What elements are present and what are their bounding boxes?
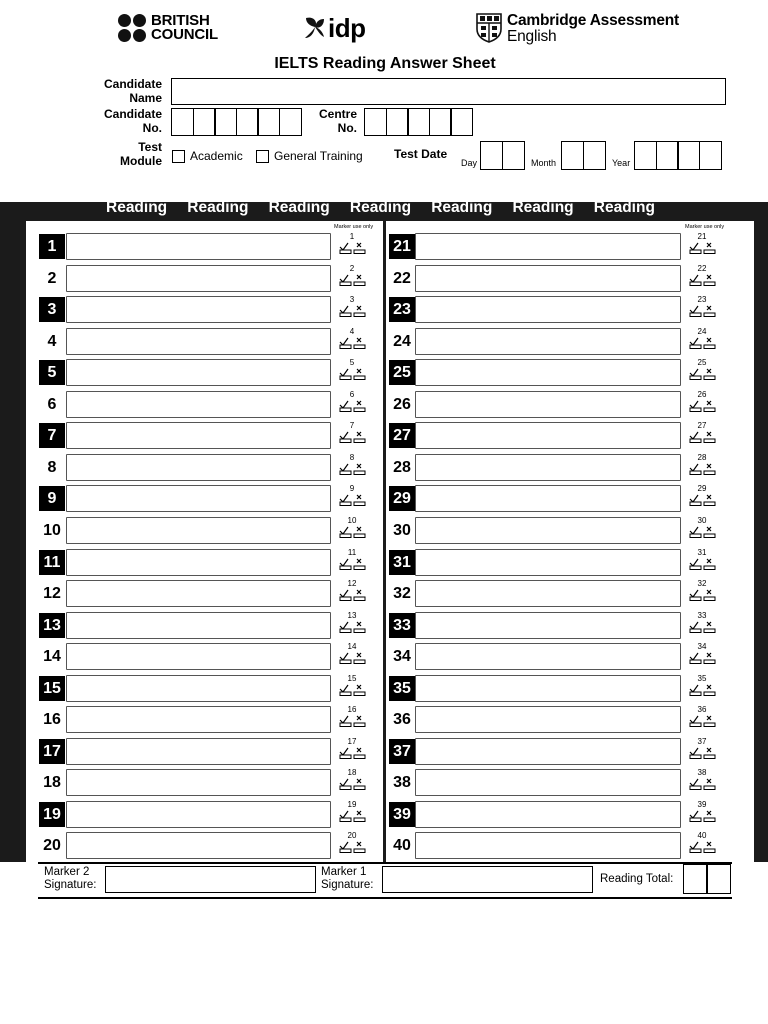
question-number: 8 [47, 458, 57, 476]
answer-field[interactable] [415, 675, 681, 702]
marker-tick-cross[interactable] [337, 421, 367, 449]
marker-tick-cross[interactable] [687, 831, 717, 859]
question-number: 29 [389, 486, 415, 511]
answer-field[interactable] [66, 549, 331, 576]
question-number: 18 [43, 774, 61, 792]
cambridge-line2: English [507, 28, 557, 45]
reading-header-word: Reading [349, 199, 412, 216]
year-digit[interactable] [677, 141, 700, 170]
answer-field[interactable] [66, 422, 331, 449]
question-number: 3 [39, 297, 65, 322]
general-training-label: General Training [274, 149, 363, 163]
marker-tick-cross[interactable] [337, 579, 367, 607]
day-digit[interactable] [480, 141, 503, 170]
marker-tick-cross[interactable] [687, 705, 717, 733]
answer-field[interactable] [66, 454, 331, 481]
day-label: Day [461, 158, 478, 168]
british-council-dots-icon [118, 14, 146, 42]
reading-header-word: Reading [431, 199, 493, 216]
answer-field[interactable] [66, 675, 331, 702]
question-number: 38 [393, 774, 411, 792]
marker-question-number: 21 [697, 232, 707, 241]
marker-tick-cross[interactable] [687, 611, 717, 639]
marker-question-number: 29 [697, 484, 707, 494]
marker-tick-cross[interactable] [687, 232, 717, 260]
centre-no-digit[interactable] [450, 108, 473, 136]
reading-total-digit[interactable] [706, 864, 731, 894]
marker-tick-cross[interactable] [687, 358, 717, 386]
centre-no-field[interactable] [364, 108, 472, 135]
reading-header-word: Reading [187, 199, 249, 216]
footer-bottom-rule [38, 897, 732, 899]
answer-field[interactable] [66, 643, 331, 670]
academic-option[interactable] [172, 149, 243, 163]
marker-use-only-label-right: Marker use only [685, 224, 725, 230]
reading-total-label: Reading Total: [600, 873, 674, 885]
marker-tick-cross[interactable] [687, 674, 717, 702]
question-number: 12 [43, 585, 61, 603]
marker-question-number: 25 [697, 358, 707, 368]
marker-question-number: 2 [349, 263, 355, 273]
question-number: 15 [39, 676, 65, 701]
academic-label: Academic [190, 149, 243, 163]
marker-tick-cross[interactable] [337, 232, 367, 260]
question-number: 31 [389, 550, 415, 575]
centre-no-digit[interactable] [407, 108, 430, 136]
answer-field[interactable] [66, 485, 331, 512]
candidate-no-digit[interactable] [279, 108, 302, 136]
answer-field[interactable] [415, 769, 681, 796]
candidate-no-field[interactable] [171, 108, 300, 135]
marker-question-number: 14 [347, 642, 357, 652]
question-number: 16 [43, 711, 61, 729]
question-number: 20 [43, 837, 61, 855]
marker-question-number: 27 [697, 421, 707, 431]
candidate-no-digit[interactable] [171, 108, 194, 136]
marker-use-only-label-left: Marker use only [334, 224, 374, 230]
marker-tick-cross[interactable] [687, 390, 717, 418]
marker-tick-cross[interactable] [337, 358, 367, 386]
answer-field[interactable] [66, 801, 331, 828]
question-number: 4 [47, 332, 57, 350]
marker-tick-cross[interactable] [687, 453, 717, 481]
marker-question-number: 18 [347, 768, 357, 778]
reading-header-word: Reading [106, 199, 168, 216]
cambridge-logo [476, 13, 679, 45]
month-label: Month [531, 158, 557, 168]
marker-tick-cross[interactable] [337, 737, 367, 765]
idp-leaf-icon [304, 16, 326, 40]
marker-question-number: 20 [347, 831, 357, 841]
cambridge-shield-icon [476, 13, 502, 43]
answer-field[interactable] [415, 738, 681, 765]
marker-question-number: 16 [347, 705, 357, 715]
marker-tick-cross[interactable] [337, 548, 367, 576]
question-number: 9 [39, 486, 65, 511]
candidate-no-digit[interactable] [193, 108, 216, 136]
marker-question-number: 15 [347, 673, 357, 683]
marker-question-number: 3 [349, 295, 355, 305]
question-number: 17 [39, 739, 65, 764]
question-number: 33 [389, 613, 415, 638]
question-number: 39 [389, 802, 415, 827]
candidate-name-field[interactable] [171, 78, 726, 105]
marker-question-number: 10 [347, 515, 357, 525]
answer-field[interactable] [66, 359, 331, 386]
test-date-label: Test Date [394, 147, 448, 161]
marker-tick-cross[interactable] [687, 548, 717, 576]
answer-field[interactable] [66, 738, 331, 765]
marker-question-number: 36 [697, 705, 707, 715]
marker-question-number: 34 [697, 642, 707, 652]
marker-tick-cross[interactable] [687, 579, 717, 607]
question-number: 22 [393, 269, 411, 287]
marker-question-number: 22 [697, 263, 707, 273]
candidate-no-digit[interactable] [236, 108, 259, 136]
question-number: 1 [39, 234, 65, 259]
marker-question-number: 12 [347, 579, 357, 589]
answer-field[interactable] [66, 769, 331, 796]
question-number: 37 [389, 739, 415, 764]
british-council-logo [118, 14, 218, 42]
candidate-no-label: Candidate No. [103, 107, 162, 135]
marker-question-number: 35 [697, 673, 707, 683]
academic-checkbox[interactable] [172, 150, 185, 163]
column-divider [383, 221, 386, 862]
marker-tick-cross[interactable] [337, 611, 367, 639]
test-module-label: Test Module [120, 140, 162, 168]
question-number: 26 [393, 395, 411, 413]
marker-question-number: 40 [697, 831, 707, 841]
general-training-checkbox[interactable] [256, 150, 269, 163]
marker-tick-cross[interactable] [337, 264, 367, 292]
question-number: 34 [393, 648, 411, 666]
marker-tick-cross[interactable] [337, 705, 367, 733]
answer-field[interactable] [415, 359, 681, 386]
marker-tick-cross[interactable] [337, 295, 367, 323]
marker-tick-cross[interactable] [337, 484, 367, 512]
question-number: 36 [393, 711, 411, 729]
idp-wordmark: idp [328, 13, 366, 43]
marker-tick-cross[interactable] [687, 484, 717, 512]
answer-field[interactable] [415, 580, 681, 607]
answer-field[interactable] [66, 265, 331, 292]
question-number: 23 [389, 297, 415, 322]
marker-tick-cross[interactable] [687, 516, 717, 544]
marker-tick-cross[interactable] [687, 800, 717, 828]
question-number: 35 [389, 676, 415, 701]
question-number: 2 [47, 269, 57, 287]
year-field[interactable] [634, 141, 720, 169]
answer-field[interactable] [415, 233, 681, 260]
marker-tick-cross[interactable] [337, 453, 367, 481]
answer-field[interactable] [66, 706, 331, 733]
centre-no-digit[interactable] [386, 108, 409, 136]
marker-tick-cross[interactable] [687, 642, 717, 670]
answer-field[interactable] [415, 517, 681, 544]
marker-question-number: 11 [347, 547, 357, 557]
year-digit[interactable] [634, 141, 657, 170]
answer-field[interactable] [66, 233, 331, 260]
marker-question-number: 5 [349, 358, 355, 368]
marker1-signature-field[interactable] [382, 866, 593, 893]
marker-question-number: 19 [347, 799, 357, 809]
question-number: 24 [393, 332, 411, 350]
question-number: 6 [47, 395, 57, 413]
marker-question-number: 26 [697, 389, 707, 399]
question-number: 10 [43, 521, 61, 539]
question-number: 11 [39, 550, 65, 575]
answer-field[interactable] [415, 801, 681, 828]
candidate-name-label: Candidate Name [103, 77, 162, 105]
marker-tick-cross[interactable] [337, 831, 367, 859]
reading-header-word: Reading [512, 199, 574, 216]
answer-field[interactable] [66, 296, 331, 323]
reading-total-digit[interactable] [683, 864, 708, 894]
answer-field[interactable] [415, 706, 681, 733]
marker-question-number: 38 [697, 768, 707, 778]
marker2-signature-label: Marker 2 Signature: [44, 866, 97, 891]
marker-tick-cross[interactable] [337, 390, 367, 418]
marker1-signature-label: Marker 1 Signature: [321, 866, 374, 891]
question-number: 21 [389, 234, 415, 259]
question-number: 40 [393, 837, 411, 855]
marker-question-number: 17 [347, 736, 357, 746]
question-number: 30 [393, 521, 411, 539]
marker-question-number: 23 [697, 295, 707, 305]
sheet-title: IELTS Reading Answer Sheet [274, 55, 496, 72]
marker-tick-cross[interactable] [687, 421, 717, 449]
answer-field[interactable] [415, 454, 681, 481]
answer-field[interactable] [415, 643, 681, 670]
day-field[interactable] [480, 141, 523, 169]
answer-field[interactable] [66, 328, 331, 355]
answer-field[interactable] [415, 265, 681, 292]
marker-question-number: 13 [347, 610, 357, 620]
answer-field[interactable] [66, 832, 331, 859]
british-council-line2: COUNCIL [151, 26, 218, 43]
marker-question-number: 39 [697, 799, 707, 809]
marker-question-number: 4 [349, 326, 355, 336]
british-council-line1: BRITISH [151, 12, 210, 29]
question-number: 7 [39, 423, 65, 448]
answer-field[interactable] [66, 612, 331, 639]
centre-no-label: Centre No. [318, 107, 357, 135]
answer-field[interactable] [66, 391, 331, 418]
question-number: 5 [39, 360, 65, 385]
marker-question-number: 9 [349, 484, 355, 494]
marker-tick-cross[interactable] [687, 327, 717, 355]
idp-logo [304, 15, 366, 41]
marker-question-number: 37 [697, 736, 707, 746]
footer-top-rule [38, 862, 732, 864]
general-training-option[interactable] [256, 149, 363, 163]
answer-field[interactable] [415, 391, 681, 418]
reading-header-word: Reading [268, 199, 330, 216]
marker-tick-cross[interactable] [337, 642, 367, 670]
cambridge-line1: Cambridge Assessment [507, 12, 680, 29]
question-number: 13 [39, 613, 65, 638]
marker-tick-cross[interactable] [687, 295, 717, 323]
month-field[interactable] [561, 141, 604, 169]
marker-question-number: 28 [697, 452, 707, 462]
marker-question-number: 7 [349, 421, 355, 431]
marker-tick-cross[interactable] [337, 800, 367, 828]
marker-tick-cross[interactable] [337, 327, 367, 355]
marker-question-number: 31 [697, 547, 707, 557]
centre-no-digit[interactable] [429, 108, 452, 136]
marker-tick-cross[interactable] [337, 516, 367, 544]
marker-tick-cross[interactable] [687, 737, 717, 765]
question-number: 19 [39, 802, 65, 827]
candidate-no-digit[interactable] [214, 108, 237, 136]
marker2-signature-field[interactable] [105, 866, 316, 893]
answer-field[interactable] [66, 580, 331, 607]
reading-header-word: Reading [593, 199, 655, 216]
answer-field[interactable] [415, 832, 681, 859]
answer-field[interactable] [415, 549, 681, 576]
marker-question-number: 24 [697, 326, 707, 336]
question-number: 28 [393, 458, 411, 476]
answer-field[interactable] [415, 422, 681, 449]
reading-header-bar [106, 199, 675, 217]
marker-question-number: 1 [349, 232, 355, 241]
answer-field[interactable] [415, 296, 681, 323]
centre-no-digit[interactable] [364, 108, 387, 136]
month-digit[interactable] [561, 141, 584, 170]
year-label: Year [612, 158, 631, 168]
question-number: 32 [393, 585, 411, 603]
marker-tick-cross[interactable] [337, 768, 367, 796]
answer-field[interactable] [66, 517, 331, 544]
question-number: 27 [389, 423, 415, 448]
year-digit[interactable] [656, 141, 679, 170]
question-number: 25 [389, 360, 415, 385]
month-digit[interactable] [583, 141, 606, 170]
marker-tick-cross[interactable] [687, 264, 717, 292]
answer-field[interactable] [415, 485, 681, 512]
year-digit[interactable] [699, 141, 722, 170]
marker-question-number: 33 [697, 610, 707, 620]
question-number: 14 [43, 648, 61, 666]
answer-field[interactable] [415, 328, 681, 355]
candidate-no-digit[interactable] [257, 108, 280, 136]
answer-field[interactable] [415, 612, 681, 639]
marker-question-number: 8 [349, 452, 355, 462]
marker-tick-cross[interactable] [687, 768, 717, 796]
marker-question-number: 30 [697, 515, 707, 525]
day-digit[interactable] [502, 141, 525, 170]
marker-question-number: 32 [697, 579, 707, 589]
marker-tick-cross[interactable] [337, 674, 367, 702]
marker-question-number: 6 [349, 389, 355, 399]
